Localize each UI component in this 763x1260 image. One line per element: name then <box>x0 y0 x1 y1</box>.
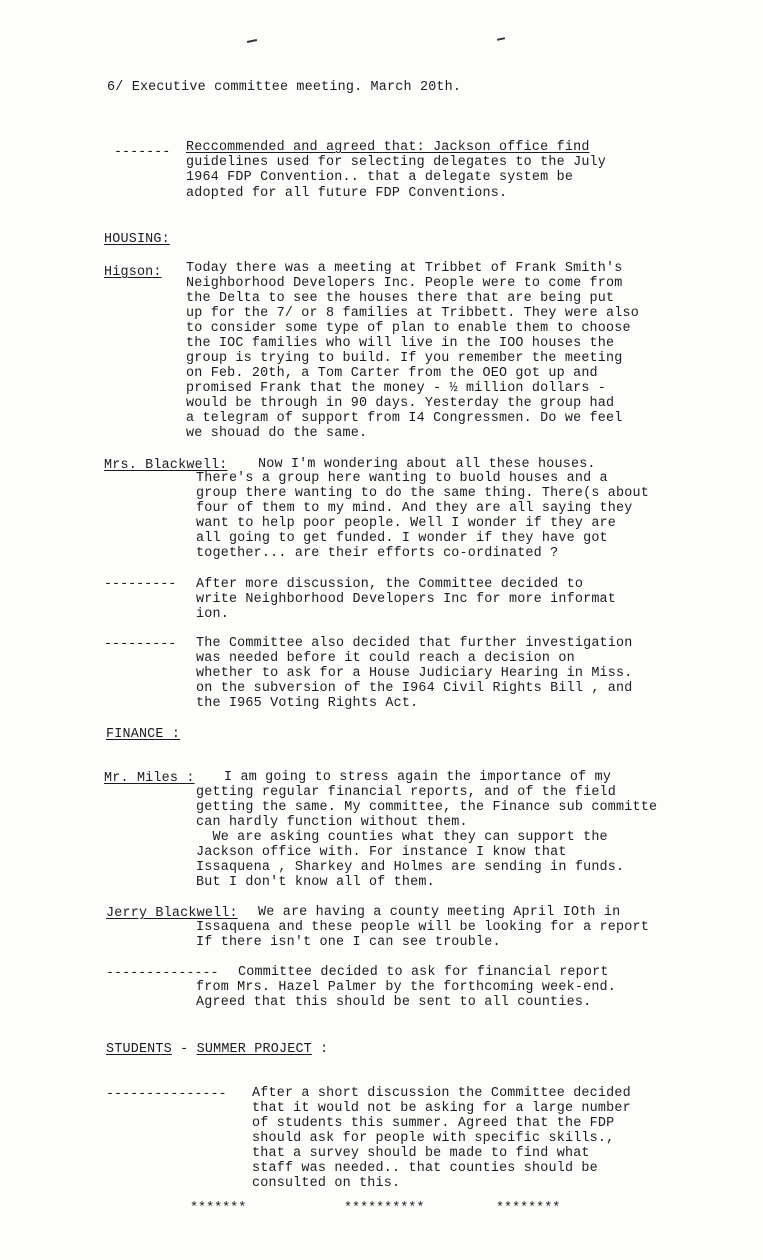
decision-line: the I965 Voting Rights Act. <box>196 696 419 711</box>
higson-line: the Delta to see the houses there that are being put <box>186 291 615 306</box>
miles-line: getting regular financial reports, and of the field <box>196 785 617 800</box>
section-title-students: STUDENTS - SUMMER PROJECT : <box>106 1042 329 1057</box>
decision-line: After a short discussion the Committee decided <box>252 1086 631 1101</box>
miles-line: Jackson office with. For instance I know that <box>196 845 567 860</box>
recommendation-line: guidelines used for selecting delegates to the July <box>186 155 607 170</box>
higson-line: promised Frank that the money - ½ million dollars - <box>186 381 607 396</box>
speaker-mrs-blackwell: Mrs. Blackwell: <box>104 458 228 473</box>
stray-mark <box>497 37 505 41</box>
dash-marker: -------------- <box>106 966 219 981</box>
separator-stars: ******* <box>190 1201 247 1216</box>
decision-line: consulted on this. <box>252 1176 401 1191</box>
miles-line: can hardly function without them. <box>196 815 468 830</box>
higson-line: on Feb. 20th, a Tom Carter from the OEO got up and <box>186 366 598 381</box>
speaker-higson: Higson: <box>104 265 162 280</box>
higson-line: Neighborhood Developers Inc. People were to come from <box>186 276 623 291</box>
section-title-housing: HOUSING: <box>104 232 170 247</box>
jerry-line: If there isn't one I can see trouble. <box>196 935 501 950</box>
recommendation-line: Reccommended and agreed that: Jackson office find <box>186 140 590 155</box>
speaker-mr-miles: Mr. Miles : <box>104 771 195 786</box>
decision-line: should ask for people with specific skills., <box>252 1131 615 1146</box>
miles-line: But I don't know all of them. <box>196 875 435 890</box>
separator-stars: ********** <box>344 1201 425 1216</box>
dash-marker: ------- <box>114 145 171 160</box>
higson-line: a telegram of support from I4 Congressmen. Do we feel <box>186 411 623 426</box>
higson-line: the IOC families who will live in the IOO houses the <box>186 336 615 351</box>
decision-line: ion. <box>196 607 229 622</box>
recommendation-line: 1964 FDP Convention.. that a delegate system be <box>186 170 574 185</box>
decision-line: staff was needed.. that counties should be <box>252 1161 598 1176</box>
blackwell-line: all going to get funded. I wonder if they have got <box>196 531 608 546</box>
blackwell-line: Now I'm wondering about all these houses. <box>258 457 596 472</box>
blackwell-line: group there wanting to do the same thing. There(s about <box>196 486 649 501</box>
jerry-line: Issaquena and these people will be looking for a report <box>196 920 649 935</box>
stray-mark <box>247 39 257 43</box>
decision-line: write Neighborhood Developers Inc for more informat <box>196 592 617 607</box>
decision-line: After more discussion, the Committee decided to <box>196 577 584 592</box>
miles-line: Issaquena , Sharkey and Holmes are sending in funds. <box>196 860 625 875</box>
dash-marker: --------- <box>104 577 177 592</box>
jerry-line: We are having a county meeting April IOth in <box>258 905 621 920</box>
decision-line: The Committee also decided that further investigation <box>196 636 633 651</box>
decision-line: of students this summer. Agreed that the FDP <box>252 1116 615 1131</box>
decision-line: on the subversion of the I964 Civil Rights Bill , and <box>196 681 633 696</box>
higson-line: group is trying to build. If you remember the meeting <box>186 351 623 366</box>
higson-line: Today there was a meeting at Tribbet of Frank Smith's <box>186 261 623 276</box>
blackwell-line: together... are their efforts co-ordinated ? <box>196 546 559 561</box>
higson-line: we shouad do the same. <box>186 426 368 441</box>
miles-line: We are asking counties what they can support the <box>196 830 608 845</box>
blackwell-line: There's a group here wanting to buold houses and a <box>196 471 608 486</box>
higson-line: would be through in 90 days. Yesterday the group had <box>186 396 615 411</box>
blackwell-line: four of them to my mind. And they are all saying they <box>196 501 633 516</box>
decision-line: Agreed that this should be sent to all counties. <box>196 995 592 1010</box>
meeting-heading: 6/ Executive committee meeting. March 20th. <box>107 80 462 95</box>
higson-line: up for the 7/ or 8 families at Tribbett. They were also <box>186 306 639 321</box>
separator-stars: ******** <box>496 1201 561 1216</box>
section-title-finance: FINANCE : <box>106 727 181 742</box>
decision-line: Committee decided to ask for financial report <box>238 965 609 980</box>
decision-line: that a survey should be made to find what <box>252 1146 590 1161</box>
dash-marker: --------- <box>104 637 177 652</box>
decision-line: from Mrs. Hazel Palmer by the forthcoming week-end. <box>196 980 617 995</box>
miles-line: getting the same. My committee, the Finance sub committe <box>196 800 658 815</box>
blackwell-line: want to help poor people. Well I wonder if they are <box>196 516 617 531</box>
speaker-jerry-blackwell: Jerry Blackwell: <box>106 906 238 921</box>
higson-line: to consider some type of plan to enable them to choose <box>186 321 631 336</box>
miles-line: I am going to stress again the importance of my <box>224 770 612 785</box>
dash-marker: --------------- <box>106 1087 227 1102</box>
recommendation-line: adopted for all future FDP Conventions. <box>186 186 508 201</box>
decision-line: whether to ask for a House Judiciary Hearing in Miss. <box>196 666 633 681</box>
decision-line: was needed before it could reach a decision on <box>196 651 575 666</box>
decision-line: that it would not be asking for a large number <box>252 1101 631 1116</box>
